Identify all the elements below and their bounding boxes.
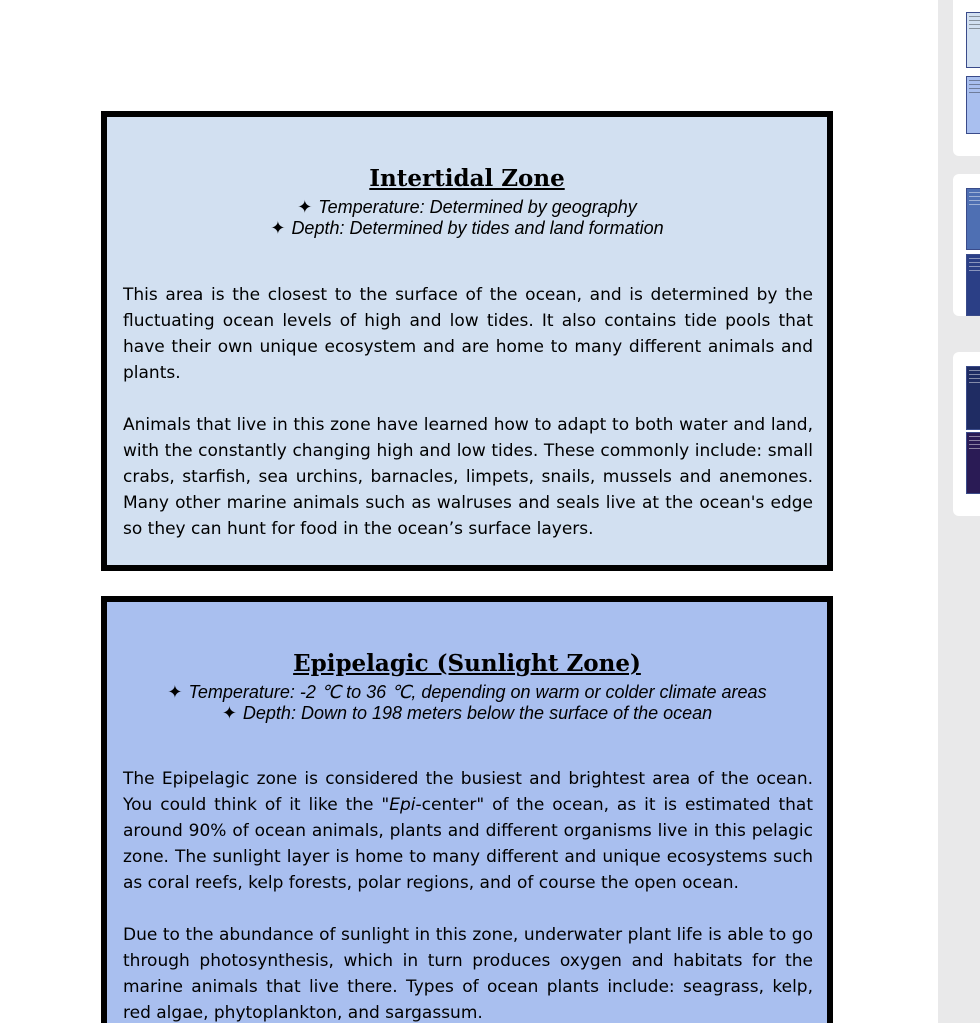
page-thumbnail[interactable] xyxy=(966,12,980,68)
epipelagic-zone-card xyxy=(101,596,833,1023)
thumbnail-group[interactable] xyxy=(953,352,980,516)
four-point-star-icon: ✦ xyxy=(167,682,183,702)
page-thumbnail[interactable] xyxy=(966,76,980,134)
four-point-star-icon: ✦ xyxy=(270,218,286,238)
page-thumbnails-sidebar[interactable] xyxy=(938,0,980,1023)
four-point-star-icon: ✦ xyxy=(221,703,237,723)
thumbnail-group[interactable] xyxy=(953,0,980,156)
temperature-fact: ✦ Temperature: -2 ℃ to 36 ℃, depending on warm or colder climate areas xyxy=(167,682,767,702)
thumbnail-group[interactable] xyxy=(953,174,980,316)
page-thumbnail[interactable] xyxy=(966,188,980,250)
depth-fact: ✦ Depth: Down to 198 meters below the surface of the ocean xyxy=(221,703,713,723)
paragraph: Animals that live in this zone have learned how to adapt to both water and land, with the constantly changing high and low tides. These commonly include: small crabs, starfish, sea urchins, barnacles, limpets, snails, mussels and anemones. Many other marine animals such as walruses and seals live at the ocean's edge so they can hunt for food in the ocean’s surface layers. xyxy=(123,415,813,539)
facts-list xyxy=(107,682,827,724)
facts-list xyxy=(107,197,827,239)
section-title: Intertidal Zone xyxy=(369,165,565,192)
page-thumbnail[interactable] xyxy=(966,366,980,430)
intertidal-zone-card xyxy=(101,111,833,571)
section-body xyxy=(123,282,813,542)
temperature-fact: ✦ Temperature: Determined by geography xyxy=(297,197,637,217)
four-point-star-icon: ✦ xyxy=(297,197,313,217)
paragraph: Due to the abundance of sunlight in this zone, underwater plant life is able to go through photosynthesis, which in turn produces oxygen and habitats for the marine animals that live there. Types of ocean plants include: seagrass, kelp, red algae, phytoplankton, and sargassum. xyxy=(123,925,813,1023)
depth-fact: ✦ Depth: Determined by tides and land formation xyxy=(270,218,664,238)
paragraph: This area is the closest to the surface of the ocean, and is determined by the fluctuating ocean levels of high and low tides. It also contains tide pools that have their own unique ecosystem and are home to many different animals and plants. xyxy=(123,285,813,383)
section-body xyxy=(123,766,813,1023)
section-title: Epipelagic (Sunlight Zone) xyxy=(293,650,641,677)
emphasis-text: Epi xyxy=(389,795,416,815)
paragraph: The Epipelagic zone is considered the busiest and brightest area of the ocean. You could think of it like the "Epi-center" of the ocean, as it is estimated that around 90% of ocean animals, plants and different organisms live in this pelagic zone. The sunlight layer is home to many different and unique ecosystems such as coral reefs, kelp forests, polar regions, and of course the open ocean. xyxy=(123,769,813,893)
page-thumbnail[interactable] xyxy=(966,254,980,316)
page-thumbnail[interactable] xyxy=(966,432,980,494)
